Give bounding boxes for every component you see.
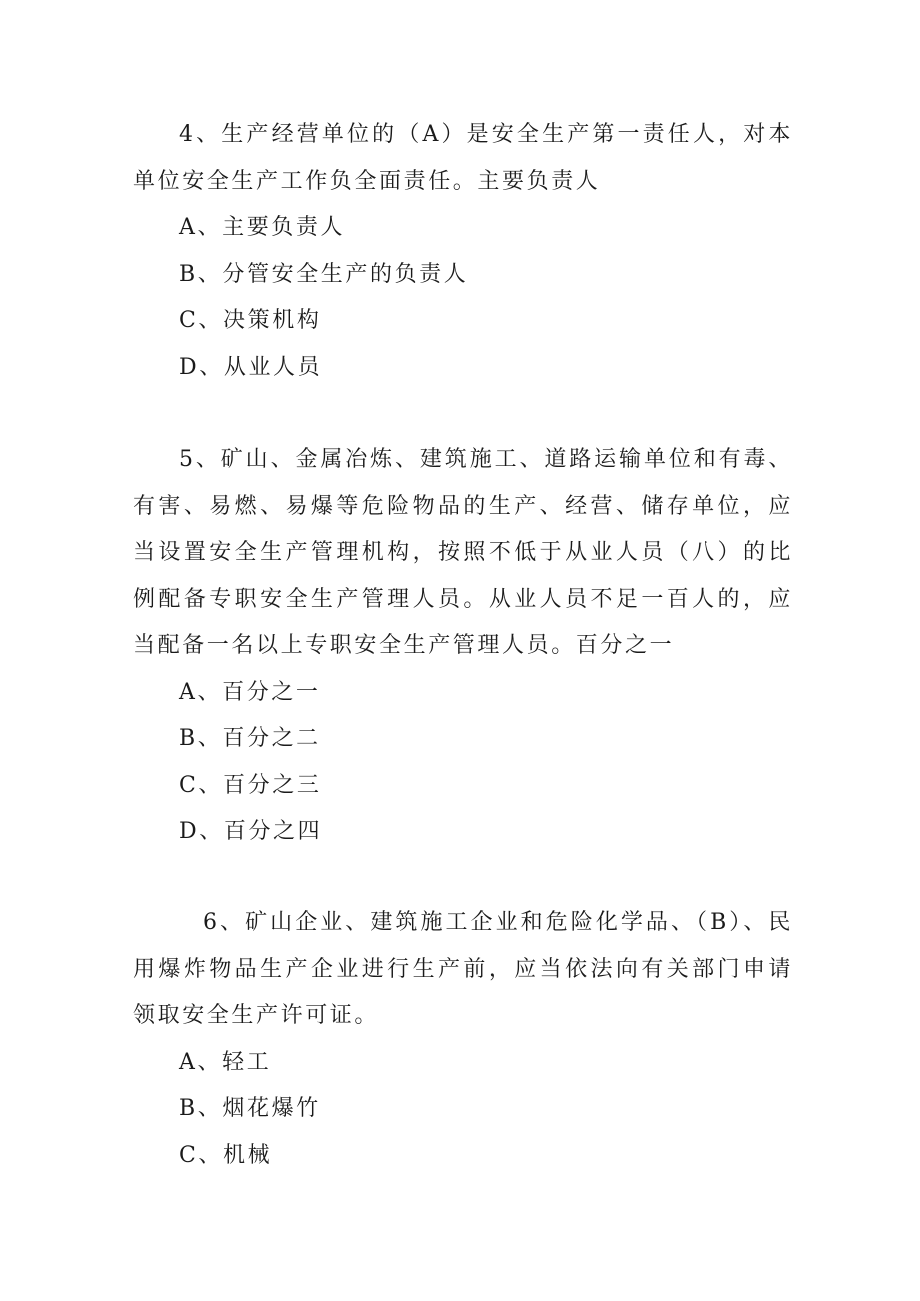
option-b: B、百分之二 xyxy=(179,726,321,751)
question-stem: 4、生产经营单位的（A）是安全生产第一责任人，对本单位安全生产工作负全面责任。主要负责人 xyxy=(133,122,793,194)
question-4 xyxy=(133,112,793,391)
option-list xyxy=(133,670,793,856)
option-d: D、从业人员 xyxy=(179,354,323,380)
option-c: C、机械 xyxy=(179,1142,273,1168)
option-list xyxy=(133,205,793,391)
question-5 xyxy=(133,437,793,856)
option-c: C、决策机构 xyxy=(179,308,322,333)
option-list xyxy=(133,1040,793,1180)
option-b: B、烟花爆竹 xyxy=(179,1096,321,1121)
option-a: A、轻工 xyxy=(179,1049,272,1075)
question-stem: 5、矿山、金属冶炼、建筑施工、道路运输单位和有毒、有害、易燃、易爆等危险物品的生产、经营、储存单位，应当设置安全生产管理机构，按照不低于从业人员（八）的比例配备专职安全生产管理人员。从业人员不足一百人的，应当配备一名以上专职安全生产管理人员。百分之一 xyxy=(133,447,793,658)
option-b: B、分管安全生产的负责人 xyxy=(179,261,469,287)
option-d: D、百分之四 xyxy=(179,819,323,844)
option-c: C、百分之三 xyxy=(179,772,322,798)
question-stem: 6、矿山企业、建筑施工企业和危险化学品、（B）、民用爆炸物品生产企业进行生产前，应当依法向有关部门申请领取安全生产许可证。 xyxy=(133,910,793,1028)
option-a: A、百分之一 xyxy=(179,679,321,705)
option-a: A、主要负责人 xyxy=(179,215,346,240)
question-6 xyxy=(133,900,793,1179)
